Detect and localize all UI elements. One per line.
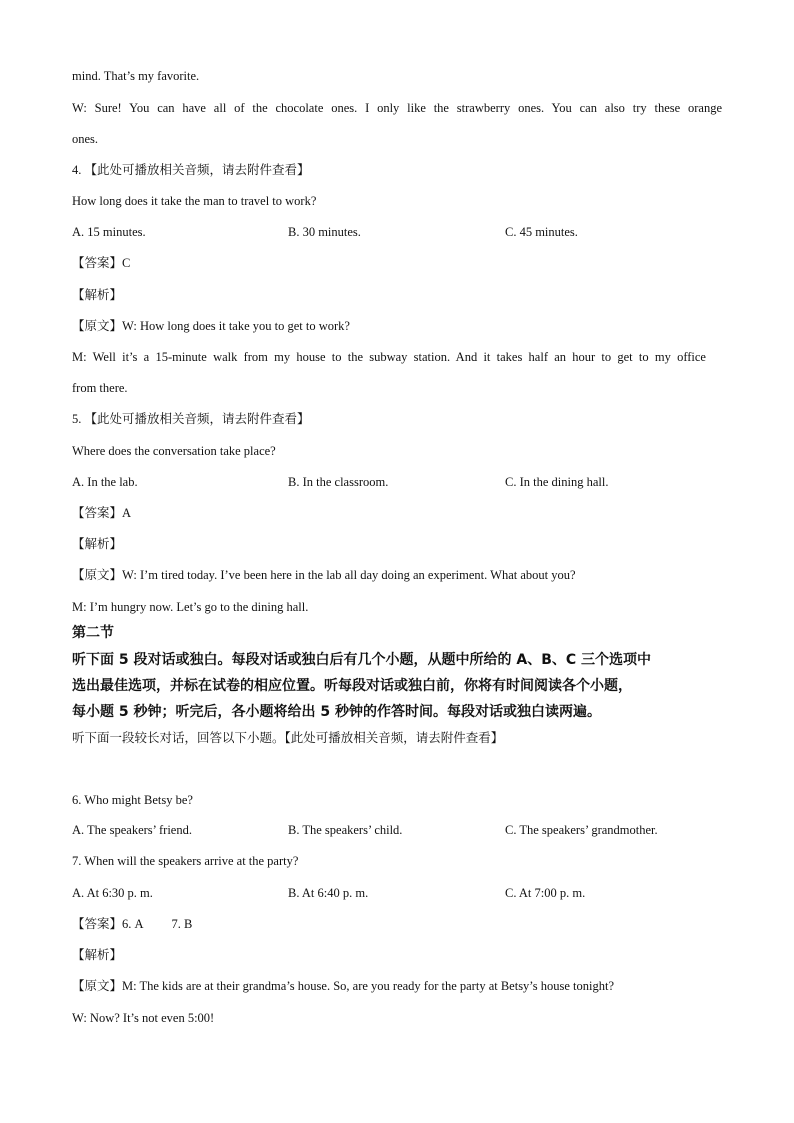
answer-value: A [122, 506, 132, 520]
instructions-line: 听下面 5 段对话或独白。每段对话或独白后有几个小题，从题中所给的 A、B、C 三个选项中 [72, 652, 652, 668]
original-tag: 【原文】 [72, 978, 123, 993]
listening-prompt: 听下面一段较长对话，回答以下小题。【此处可播放相关音频，请去附件查看】 [72, 730, 504, 745]
answer-tag: 【答案】 [72, 916, 123, 931]
answer-tag: 【答案】 [72, 255, 123, 270]
option-a: A. 15 minutes. [72, 225, 146, 239]
option-b: B. 30 minutes. [288, 225, 361, 239]
text-line: M: I’m hungry now. Let’s go to the dining hall. [72, 600, 309, 614]
option-c: C. 45 minutes. [505, 225, 578, 239]
question-number: 4. [72, 163, 85, 177]
audio-note: 【此处可播放相关音频，请去附件查看】 [84, 162, 310, 177]
option-a: A. The speakers’ friend. [72, 823, 192, 837]
original-tag: 【原文】 [72, 567, 123, 582]
question-number: 5. [72, 412, 85, 426]
question-7-text: 7. When will the speakers arrive at the party? [72, 854, 299, 868]
original-text: W: I’m tired today. I’ve been here in the lab all day doing an experiment. What about you? [122, 568, 576, 582]
section-heading: 第二节 [72, 625, 114, 641]
analysis-tag: 【解析】 [72, 287, 123, 302]
question-4-text: How long does it take the man to travel to work? [72, 194, 317, 208]
analysis-tag: 【解析】 [72, 536, 123, 551]
audio-note: 【此处可播放相关音频，请去附件查看】 [84, 411, 310, 426]
answer-line [72, 255, 130, 271]
text-line: mind. That’s my favorite. [72, 69, 200, 83]
text-line: from there. [72, 381, 128, 395]
question-5-header [72, 411, 310, 427]
answer-line [72, 505, 131, 521]
option-c: C. At 7:00 p. m. [505, 886, 586, 900]
option-a: A. At 6:30 p. m. [72, 886, 153, 900]
original-tag: 【原文】 [72, 318, 123, 333]
instructions-line: 选出最佳选项，并标在试卷的相应位置。听每段对话或独白前，你将有时间阅读各个小题， [72, 678, 632, 694]
original-line [72, 978, 614, 994]
question-5-text: Where does the conversation take place? [72, 444, 276, 458]
answer-tag: 【答案】 [72, 505, 123, 520]
analysis-tag: 【解析】 [72, 947, 123, 962]
text-line: M: Well it’s a 15-minute walk from my house to the subway station. And it takes half an hour to get to my office [72, 350, 706, 364]
answer-line [72, 916, 192, 932]
text-line: W: Sure! You can have all of the chocolate ones. I only like the strawberry ones. You can also try these orange [72, 101, 722, 115]
option-c: C. The speakers’ grandmother. [505, 823, 658, 837]
question-4-header [72, 162, 310, 178]
instructions-line: 每小题 5 秒钟；听完后，各小题将给出 5 秒钟的作答时间。每段对话或独白读两遍。 [72, 704, 601, 720]
question-6-text: 6. Who might Betsy be? [72, 793, 193, 807]
option-b: B. At 6:40 p. m. [288, 886, 369, 900]
option-c: C. In the dining hall. [505, 475, 609, 489]
original-line [72, 567, 576, 583]
original-line [72, 318, 350, 334]
answer-value: 7. B [171, 917, 193, 931]
option-b: B. In the classroom. [288, 475, 389, 489]
text-line: W: Now? It’s not even 5:00! [72, 1011, 215, 1025]
original-text: W: How long does it take you to get to work? [122, 319, 350, 333]
original-text: M: The kids are at their grandma’s house. So, are you ready for the party at Betsy’s house tonight? [122, 979, 615, 993]
text-line: ones. [72, 132, 99, 146]
option-a: A. In the lab. [72, 475, 138, 489]
answer-value: C [122, 256, 131, 270]
answer-value: 6. A [122, 917, 144, 931]
option-b: B. The speakers’ child. [288, 823, 403, 837]
